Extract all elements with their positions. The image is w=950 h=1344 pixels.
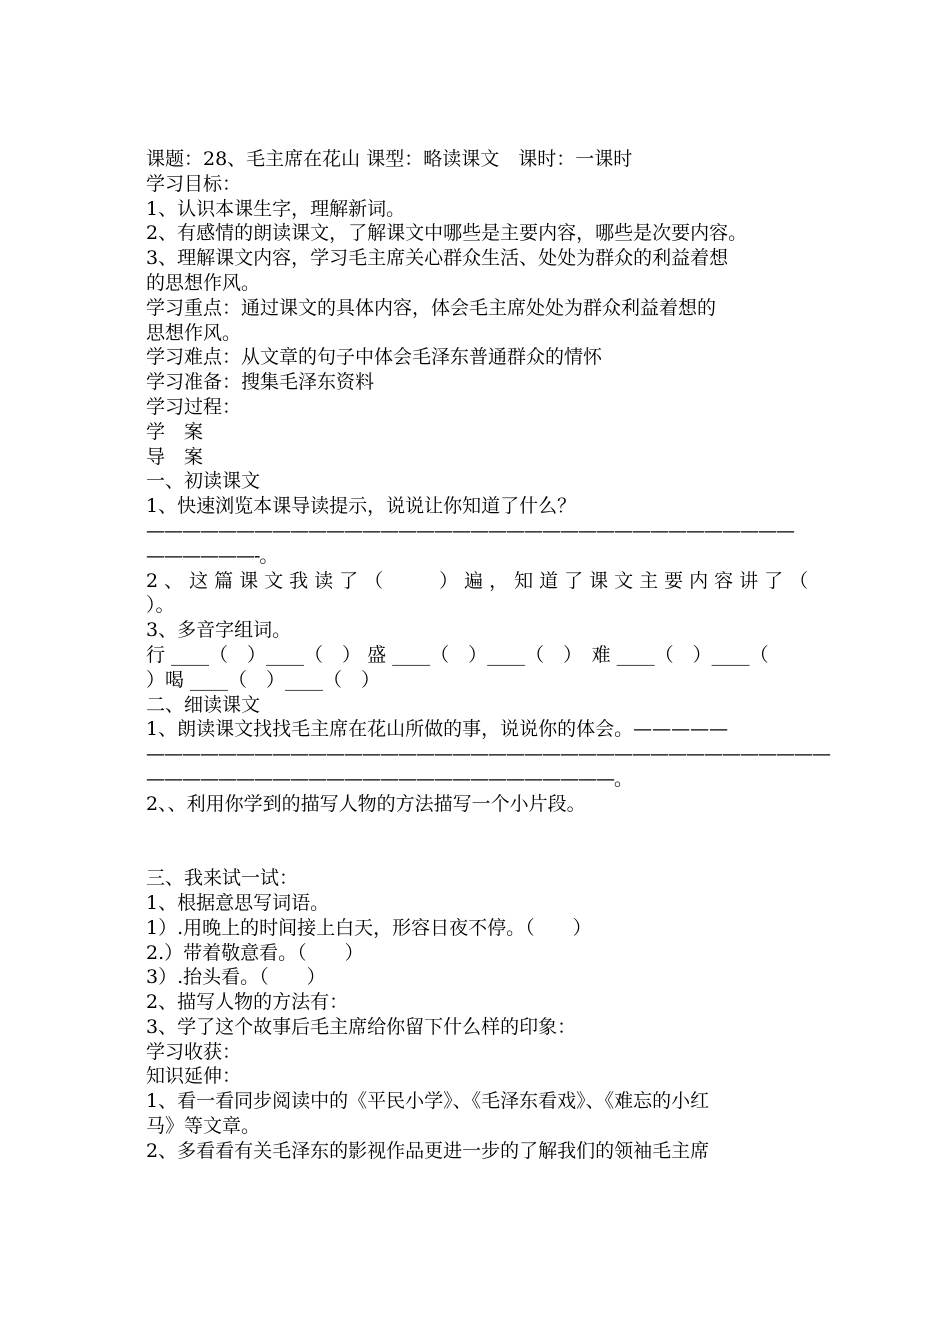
section-2-item-2: 2、、利用你学到的描写人物的方法描写一个小片段。: [146, 792, 586, 815]
section-1-item-1: 1、快速浏览本课导读提示，说说让你知道了什么？: [146, 495, 577, 518]
learning-goals-heading: 学习目标：: [146, 172, 242, 195]
extension-item-2: 2、多看看有关毛泽东的影视作品更进一步的了解我们的领袖毛主席: [146, 1139, 710, 1162]
section-3-item-2: 2、描写人物的方法有：: [146, 991, 349, 1014]
goal-3-line-1: 3、理解课文内容，学习毛主席关心群众生活、处处为群众的利益着想: [146, 247, 729, 270]
section-1-heading: 一、初读课文: [146, 470, 261, 493]
goal-3-line-2: 的思想作风。: [146, 271, 261, 294]
section-1-item-2-end: ）。: [146, 594, 175, 617]
section-1-item-3: 3、多音字组词。: [146, 619, 292, 642]
section-1-item-2: 2、这篇课文我读了（ ）遍，知道了课文主要内容讲了（: [146, 569, 815, 592]
document-page: [146, 147, 830, 1164]
section-3-item-3: 3、学了这个故事后毛主席给你留下什么样的印象：: [146, 1015, 577, 1038]
word-question-3: 3）.抬头看。（ ）: [146, 966, 326, 989]
goal-2: 2、有感情的朗读课文，了解课文中哪些是主要内容，哪些是次要内容。: [146, 222, 748, 245]
extension-item-1-line-1: 1、看一看同步阅读中的《平民小学》、《毛泽东看戏》、《难忘的小红: [146, 1090, 710, 1113]
key-points-line-2: 思想作风。: [146, 321, 242, 344]
section-2-heading: 二、细读课文: [146, 693, 261, 716]
harvest-heading: 学习收获：: [146, 1040, 242, 1063]
section-3-item-1: 1、根据意思写词语。: [146, 891, 330, 914]
lesson-header: 课题：28、毛主席在花山 课型：略读课文 课时：一课时: [146, 148, 633, 170]
answer-line-1: ————————————————————————————————————: [146, 519, 794, 542]
extension-heading: 知识延伸：: [146, 1065, 242, 1088]
preparation: 学习准备：搜集毛泽东资料: [146, 371, 375, 394]
goal-1: 1、认识本课生字，理解新词。: [146, 197, 406, 220]
answer-line-2: ——————-。: [146, 544, 278, 567]
polyphone-row-2: ）喝 ____（ ）____（ ）: [146, 668, 381, 691]
answer-line-3: ——————————————————————————————————————: [146, 743, 830, 766]
difficulties: 学习难点：从文章的句子中体会毛泽东普通群众的情怀: [146, 346, 603, 369]
key-points-line-1: 学习重点：通过课文的具体内容，体会毛主席处处为群众利益着想的: [146, 296, 717, 319]
word-question-1: 1）.用晚上的时间接上白天，形容日夜不停。（ ）: [146, 916, 592, 939]
extension-item-1-line-2: 马》等文章。: [146, 1115, 261, 1138]
section-3-heading: 三、我来试一试：: [146, 867, 299, 890]
word-question-2: 2.）带着敬意看。（ ）: [146, 941, 364, 964]
study-plan-label: 学 案: [146, 420, 204, 443]
guide-plan-label: 导 案: [146, 445, 204, 468]
blank-space: [146, 817, 816, 867]
polyphone-row-1: 行 ____（ ）____（ ） 盛 ____（ ）____（ ） 难 ____（ ）____（: [146, 643, 769, 666]
answer-line-4: ——————————————————————————。: [146, 767, 633, 790]
section-2-item-1: 1、朗读课文找找毛主席在花山所做的事，说说你的体会。—————: [146, 718, 729, 741]
process-heading: 学习过程：: [146, 395, 242, 418]
